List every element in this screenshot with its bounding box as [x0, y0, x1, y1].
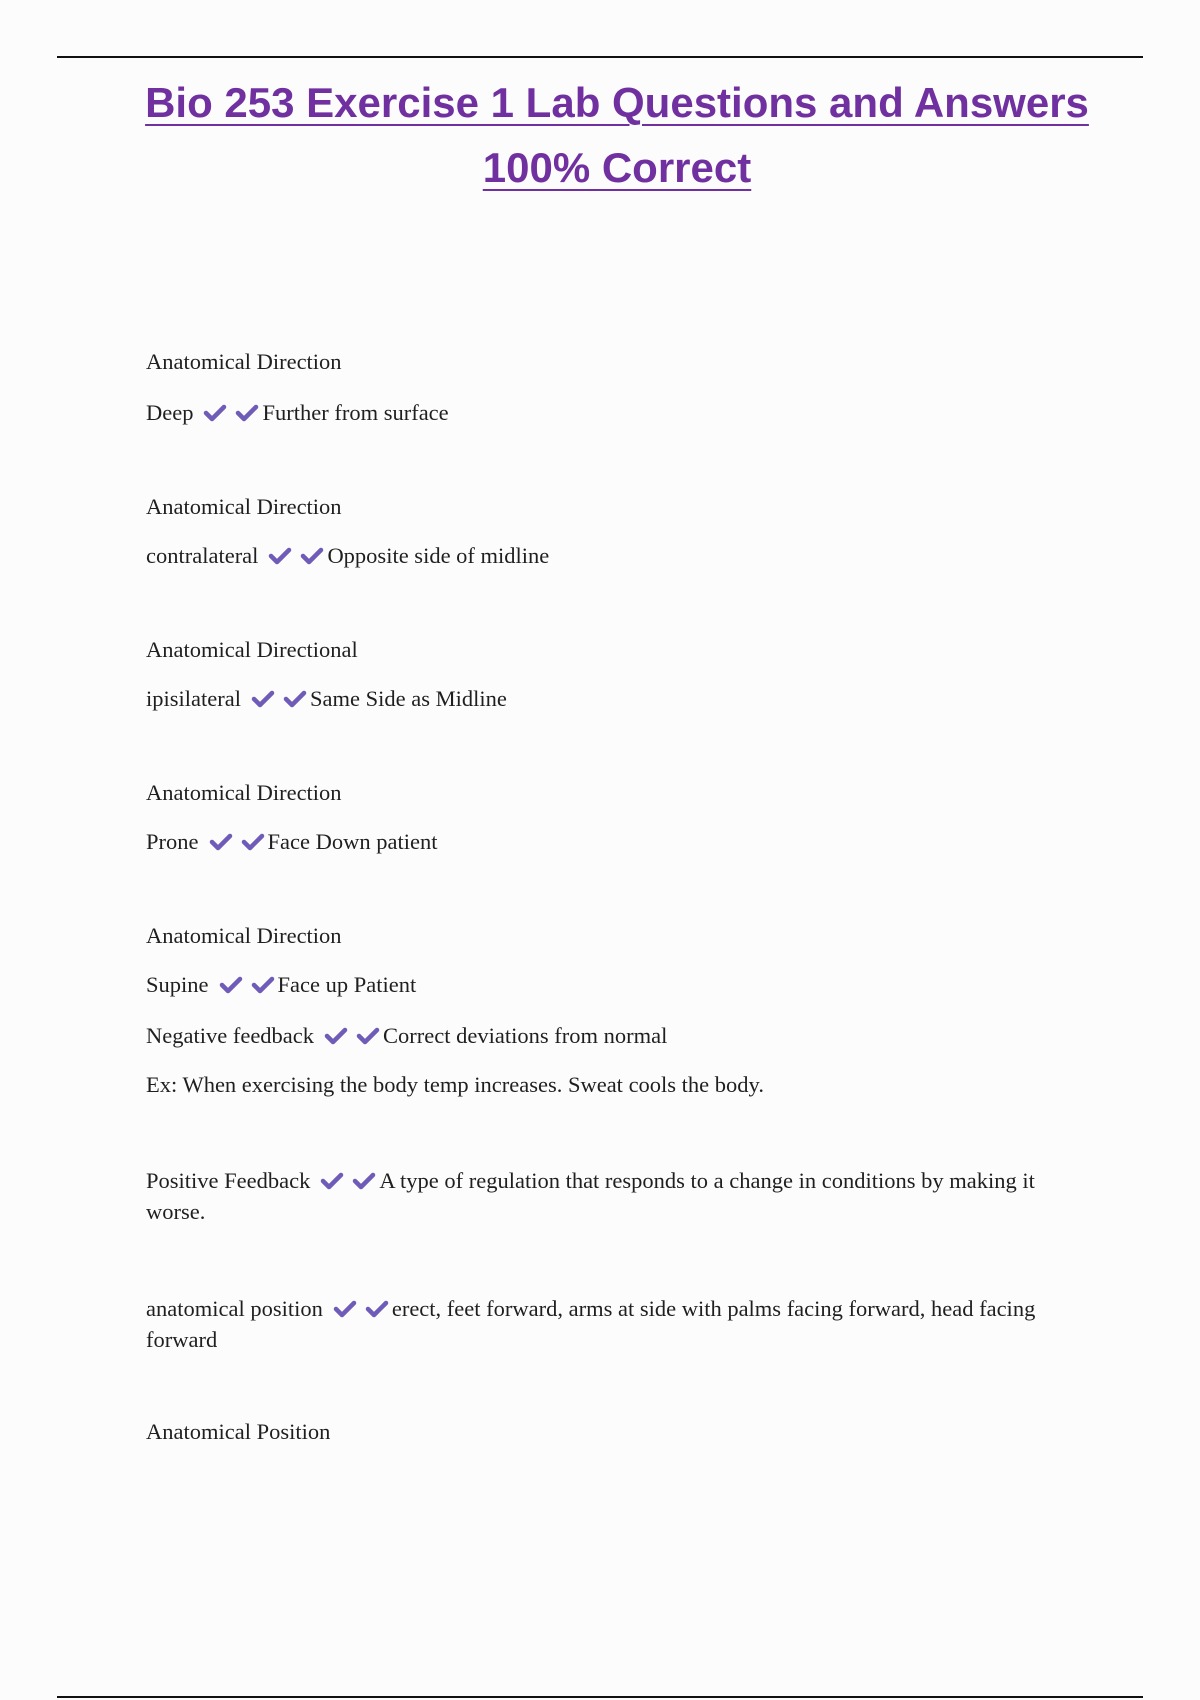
term: ipisilateral — [146, 686, 241, 711]
checkmark-icon — [251, 975, 275, 995]
definition: Further from surface — [262, 400, 449, 425]
entry-heading: Anatomical Direction — [146, 780, 342, 805]
definition: Face up Patient — [277, 972, 417, 997]
checkmark-icon — [241, 832, 265, 852]
qa-item — [146, 1020, 1086, 1051]
title-line-2: 100% Correct — [482, 144, 752, 191]
checkmark-icon — [352, 1171, 376, 1191]
checkmark-icon — [209, 832, 233, 852]
term: Positive Feedback — [146, 1168, 311, 1193]
definition: Opposite side of midline — [327, 543, 550, 568]
bottom-rule — [57, 1696, 1143, 1698]
definition: erect, feet forward, arms at side with palms facing forward, head facing forward — [146, 1296, 1036, 1352]
checkmark-icon — [203, 403, 227, 423]
term: Deep — [146, 400, 194, 425]
entry-heading: Anatomical Direction — [146, 923, 342, 948]
qa-item — [146, 826, 1086, 857]
checkmark-icon — [365, 1299, 389, 1319]
entry-heading: Anatomical Position — [146, 1419, 331, 1444]
term: Supine — [146, 972, 209, 997]
checkmark-icon — [300, 546, 324, 566]
entry-heading: Anatomical Direction — [146, 349, 342, 374]
definition: Correct deviations from normal — [383, 1023, 668, 1048]
definition: Same Side as Midline — [309, 686, 507, 711]
term: anatomical position — [146, 1296, 323, 1321]
qa-item — [146, 683, 1086, 714]
checkmark-icon — [219, 975, 243, 995]
checkmark-icon — [356, 1026, 380, 1046]
checkmark-icon — [283, 689, 307, 709]
entry-heading: Anatomical Direction — [146, 494, 342, 519]
definition: A type of regulation that responds to a change in conditions by making it worse. — [146, 1168, 1035, 1224]
checkmark-icon — [333, 1299, 357, 1319]
entry-note: Ex: When exercising the body temp increases. Sweat cools the body. — [146, 1072, 764, 1097]
top-rule — [57, 56, 1143, 58]
qa-item — [146, 397, 1086, 428]
term: Negative feedback — [146, 1023, 315, 1048]
qa-item — [146, 540, 1086, 571]
checkmark-icon — [235, 403, 259, 423]
qa-item — [146, 969, 1086, 1000]
title-line-1: Bio 253 Exercise 1 Lab Questions and Answers — [145, 79, 1089, 126]
term: contralateral — [146, 543, 259, 568]
checkmark-icon — [268, 546, 292, 566]
term: Prone — [146, 829, 199, 854]
checkmark-icon — [320, 1171, 344, 1191]
definition: Face Down patient — [267, 829, 438, 854]
page-title — [0, 70, 1200, 200]
entry-heading: Anatomical Directional — [146, 637, 358, 662]
qa-item — [146, 1293, 1086, 1355]
qa-item — [146, 1165, 1086, 1227]
checkmark-icon — [251, 689, 275, 709]
checkmark-icon — [324, 1026, 348, 1046]
